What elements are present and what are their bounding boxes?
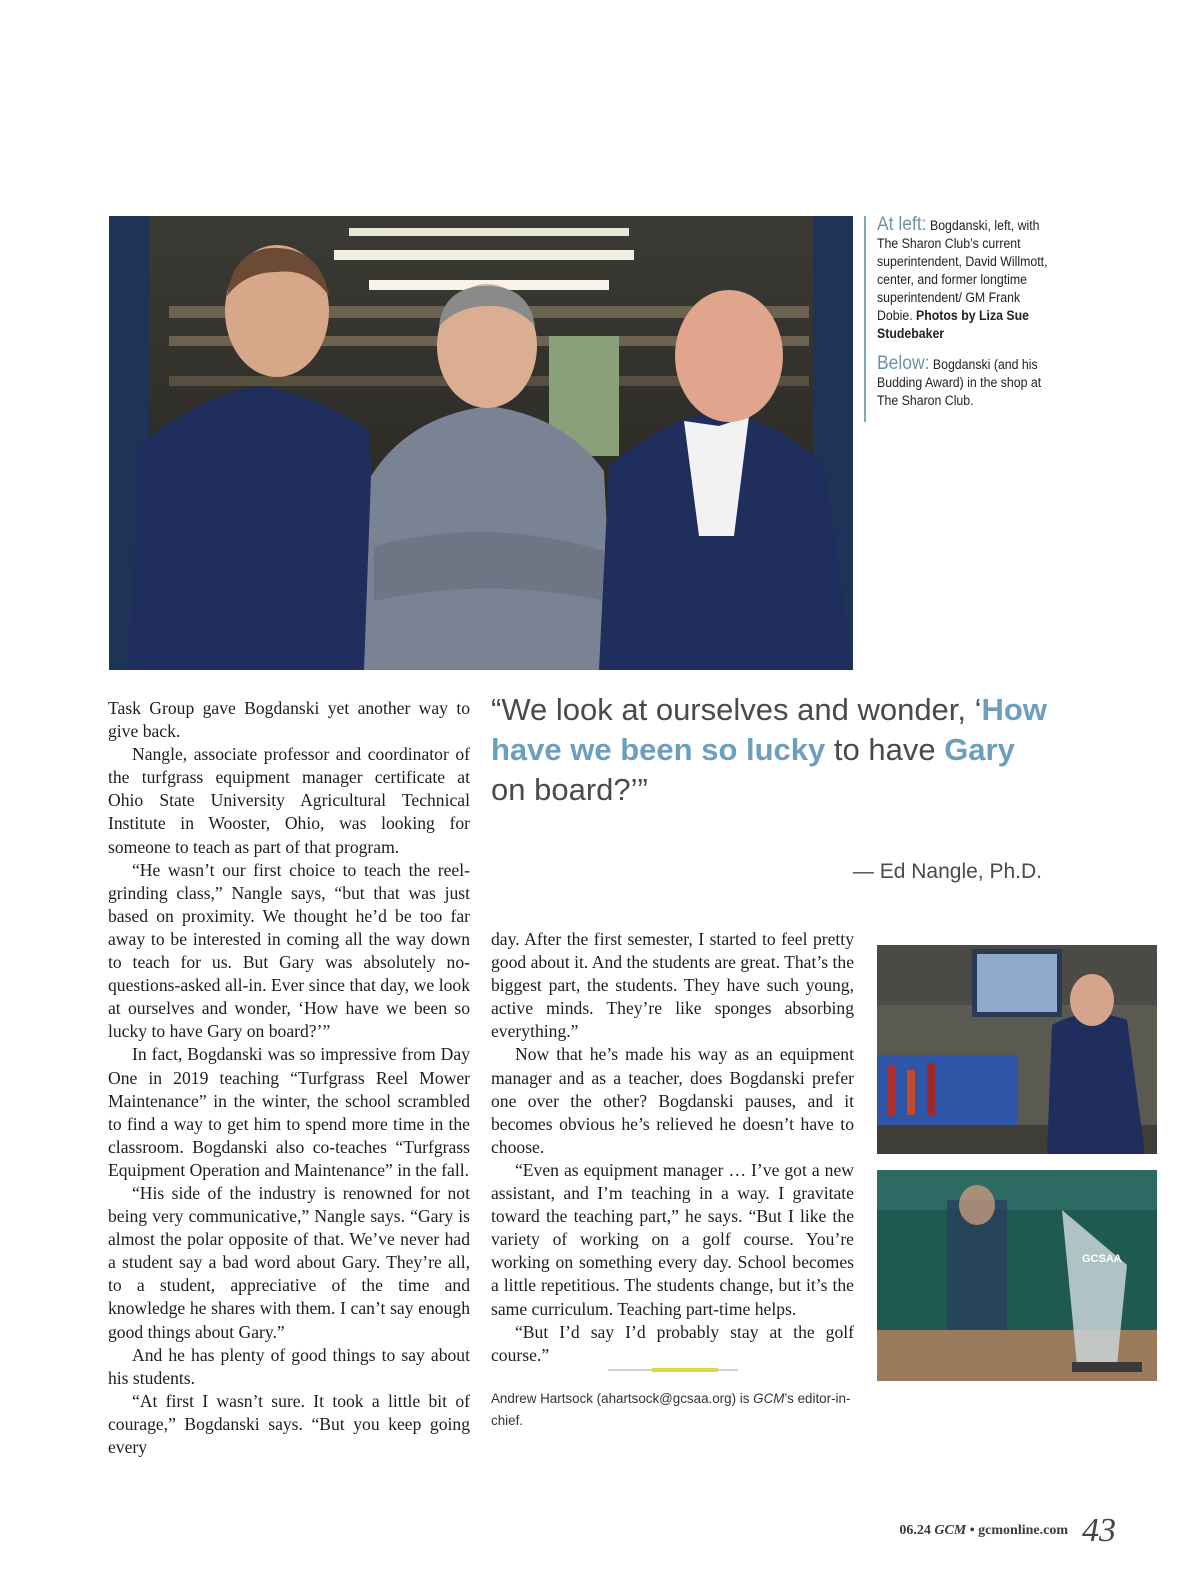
man-at-computer-photo xyxy=(877,945,1157,1154)
caption-lead: Below: xyxy=(877,353,930,374)
caption-text: Bogdanski (and his Budding Award) in the shop at The Sharon Club. xyxy=(877,357,1042,408)
paragraph: Now that he’s made his way as an equipment manager and as a teacher, does Bogdanski prefer one over the other? Bogdanski pauses, and it becomes obvious he’s relieved he doesn’t have to choose. xyxy=(491,1044,854,1157)
photo-captions xyxy=(864,216,1057,422)
author-bio xyxy=(491,1388,854,1432)
three-men-photo xyxy=(109,216,853,670)
paragraph: “He wasn’t our first choice to teach the reel-grinding class,” Nangle says, “but that was just based on proximity. We thought he’d be too far away to be interested in coming all the way down to teach for us. But Gary was absolutely no-questions-asked all-in. Ever since that day, we look at ourselves and wonder, ‘How have we been so lucky to have Gary on board?’” xyxy=(108,859,470,1042)
magazine-name: GCM xyxy=(934,1523,967,1538)
budding-award-photo xyxy=(877,1170,1157,1381)
quote-text: “We look at ourselves and wonder, ‘ xyxy=(491,692,982,727)
award-photo xyxy=(877,1170,1157,1381)
paragraph: In fact, Bogdanski was so impressive from Day One in 2019 teaching “Turfgrass Reel Mower Maintenance” in the winter, the school scrambled to find a way to get him to spend more time in the classroom. Bogdanski also co-teaches “Turfgrass Equipment Operation and Maintenance” in the fall. xyxy=(108,1044,470,1180)
page-number: 43 xyxy=(1082,1512,1116,1549)
pull-quote xyxy=(491,690,1051,810)
paragraph: “Even as equipment manager … I’ve got a new assistant, and I’m teaching in a way. I gravitate toward the teaching part,” he says. “But I like the variety of working on a golf course. You’re working on something every day. School becomes a little repetitious. The students change, but it’s the same curriculum. Teaching part-time helps. xyxy=(491,1159,854,1319)
quote-highlight: How have we been so lucky xyxy=(491,692,1047,767)
divider-accent xyxy=(652,1368,718,1372)
caption-top xyxy=(877,216,1057,343)
award-label: GCSAA xyxy=(1082,1253,1122,1265)
separator: • xyxy=(966,1523,979,1538)
end-divider xyxy=(608,1368,738,1372)
main-photo xyxy=(109,216,853,670)
paragraph: “His side of the industry is renowned for not being very communicative,” Nangle says. “Gary is almost the polar opposite of that. We’ve never had a student say a bad word about Gary. They’re all, to a student, appreciative of the time and knowledge he shares with them. I can’t say enough good things about Gary.” xyxy=(108,1182,470,1342)
page-footer xyxy=(899,1512,1116,1550)
caption-lead: At left: xyxy=(877,214,927,235)
quote-highlight: Gary xyxy=(944,732,1015,767)
shop-photo xyxy=(877,945,1157,1154)
body-column-middle xyxy=(491,928,854,1367)
bio-text: Andrew Hartsock (ahartsock@gcsaa.org) is xyxy=(491,1391,754,1406)
magazine-name: GCM xyxy=(753,1391,785,1406)
caption-bottom xyxy=(877,355,1057,410)
paragraph: “But I’d say I’d probably stay at the golf course.” xyxy=(491,1321,854,1365)
paragraph: day. After the first semester, I started to feel pretty good about it. And the students are great. That’s the biggest part, the students. They have such young, active minds. They’re like sponges absorbing everything.” xyxy=(491,929,854,1042)
footer-meta xyxy=(899,1523,1068,1538)
paragraph: “At first I wasn’t sure. It took a little bit of courage,” Bogdanski says. “But you keep going every xyxy=(108,1390,470,1457)
caption-text: Bogdanski, left, with The Sharon Club’s current superintendent, David Willmott, center, and former longtime superintendent/ GM Frank Dobie. xyxy=(877,218,1048,323)
website: gcmonline.com xyxy=(978,1523,1068,1538)
paragraph: And he has plenty of good things to say about his students. xyxy=(108,1344,470,1388)
bio-text: ’s editor-in-chief. xyxy=(491,1391,851,1428)
quote-attribution: — Ed Nangle, Ph.D. xyxy=(852,860,1042,883)
issue-date: 06.24 xyxy=(899,1523,931,1538)
paragraph: Nangle, associate professor and coordinator of the turfgrass equipment manager certificate at Ohio State University Agricultural Technical Institute in Wooster, Ohio, was looking for someone to teach as part of that program. xyxy=(108,744,470,857)
quote-text: to have xyxy=(825,732,945,767)
body-column-left xyxy=(108,697,470,1459)
photo-credit: Photos by Liza Sue Studebaker xyxy=(877,308,1029,341)
quote-text: on board?’” xyxy=(491,772,648,807)
paragraph: Task Group gave Bogdanski yet another way to give back. xyxy=(108,698,470,742)
